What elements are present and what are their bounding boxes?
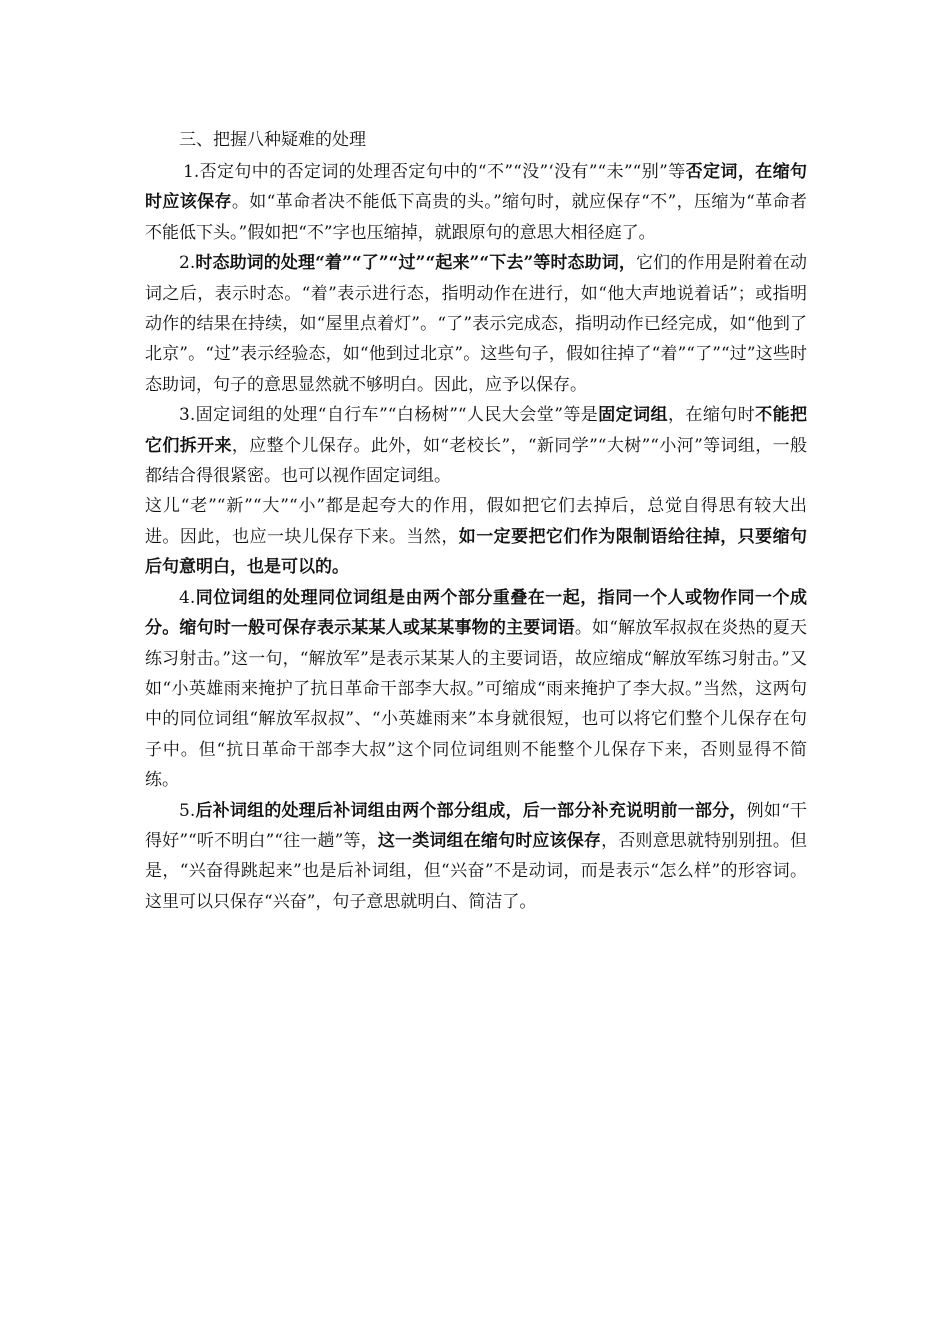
paragraph-appositive — [145, 583, 807, 796]
paragraph-text: 4. — [179, 587, 196, 608]
section-title: 三、把握八种疑难的处理 — [179, 130, 366, 150]
paragraph-text: 1.否定句中的否定词的处理否定句中的“不”“没”‘没有”“未”“别”等 — [183, 162, 686, 182]
paragraph-text: 。如“解放军叔叔在炎热的夏天练习射击。”这一句，“解放军”是表示某某人的主要词语，故应缩成“解放军练习射击。”又如“小英雄雨来掩护了抗日革命干部李大叔。”可缩成“雨来掩护了李大叔。”当然，这两句中的同位词组“解放军叔叔”、“小英雄雨来”本身就很短，也可以将它们整个儿保存在句子中。但“抗日革命干部李大叔”这个同位词组则不能整个儿保存下来，否则显得不简练。 — [145, 618, 807, 791]
paragraph-text: 3.固定词组的处理“自行车”“白杨树”“人民大会堂”等是 — [179, 405, 599, 426]
paragraph-text: 这儿“老”“新”“大”“小”都是起夸大的作用，假如把它们去掉后，总觉自得思有较大出进。因此，也应一块儿保存下来。当然， — [145, 496, 807, 547]
paragraph-complement — [145, 796, 807, 918]
paragraph-negation — [145, 157, 807, 248]
paragraph-fixed-phrases-continued — [145, 491, 807, 582]
paragraph-aspect-particles — [145, 248, 807, 400]
paragraph-text: 例如“干得好”“听不明白”“往一趟”等， — [145, 800, 807, 851]
paragraph-text: 2. — [179, 253, 196, 274]
emphasis-text: 不能把它们拆开来 — [145, 405, 808, 456]
paragraph-text: 它们的作用是附着在动词之后，表示时态。“着”表示进行态，指明动作在进行，如“他大声地说着话”；或指明动作的结果在持续，如“屋里点着灯”。“了”表示完成态，指明动作已经完成，如“他到了北京”。“过”表示经验态，如“他到过北京”。这些句子，假如往掉了“着”“了”“过”这些时态助词，句子的意思显然就不够明白。因此，应予以保存。 — [145, 253, 807, 395]
emphasis-text: 否定词，在缩句时应该保存 — [145, 162, 807, 213]
paragraph-text: 。如“革命者决不能低下高贵的头。”缩句时，就应保存“不”，压缩为“革命者不能低下头。”假如把“不”字也压缩掉，就跟原句的意思大相径庭了。 — [145, 192, 807, 243]
emphasis-text: 后补词组的处理后补词组由两个部分组成，后一部分补充说明前一部分， — [195, 800, 747, 821]
paragraph-text: ，否则意思就特别别扭。但是，“兴奋得跳起来”也是后补词组，但“兴奋”不是动词，而是表示“怎么样”的形容词。这里可以只保存“兴奋”，句子意思就明白、简洁了。 — [145, 830, 807, 912]
paragraph-text: ，在缩句时 — [667, 405, 756, 426]
emphasis-text: 时态助词的处理“着”“了”“过”“起来”“下去”等时态助词， — [195, 253, 636, 274]
emphasis-text: 如一定要把它们作为限制语给往掉，只要缩句后句意明白，也是可以的。 — [145, 526, 808, 578]
emphasis-text: 同位词组的处理同位词组是由两个部分重叠在一起，指同一个人或物作同一个成分。缩句时一般可保存表示某某人或某某事物的主要词语 — [145, 587, 807, 639]
paragraph-text: 5. — [179, 800, 196, 821]
emphasis-text: 这一类词组在缩句时应该保存 — [377, 830, 602, 851]
paragraph-fixed-phrases — [145, 400, 807, 491]
document-page — [145, 126, 807, 917]
paragraph-text: ，应整个儿保存。此外，如“老校长”，“新同学”“大树”“小河”等词组，一般都结合得很紧密。也可以视作固定词组。 — [145, 435, 807, 487]
emphasis-text: 固定词组 — [598, 405, 668, 426]
